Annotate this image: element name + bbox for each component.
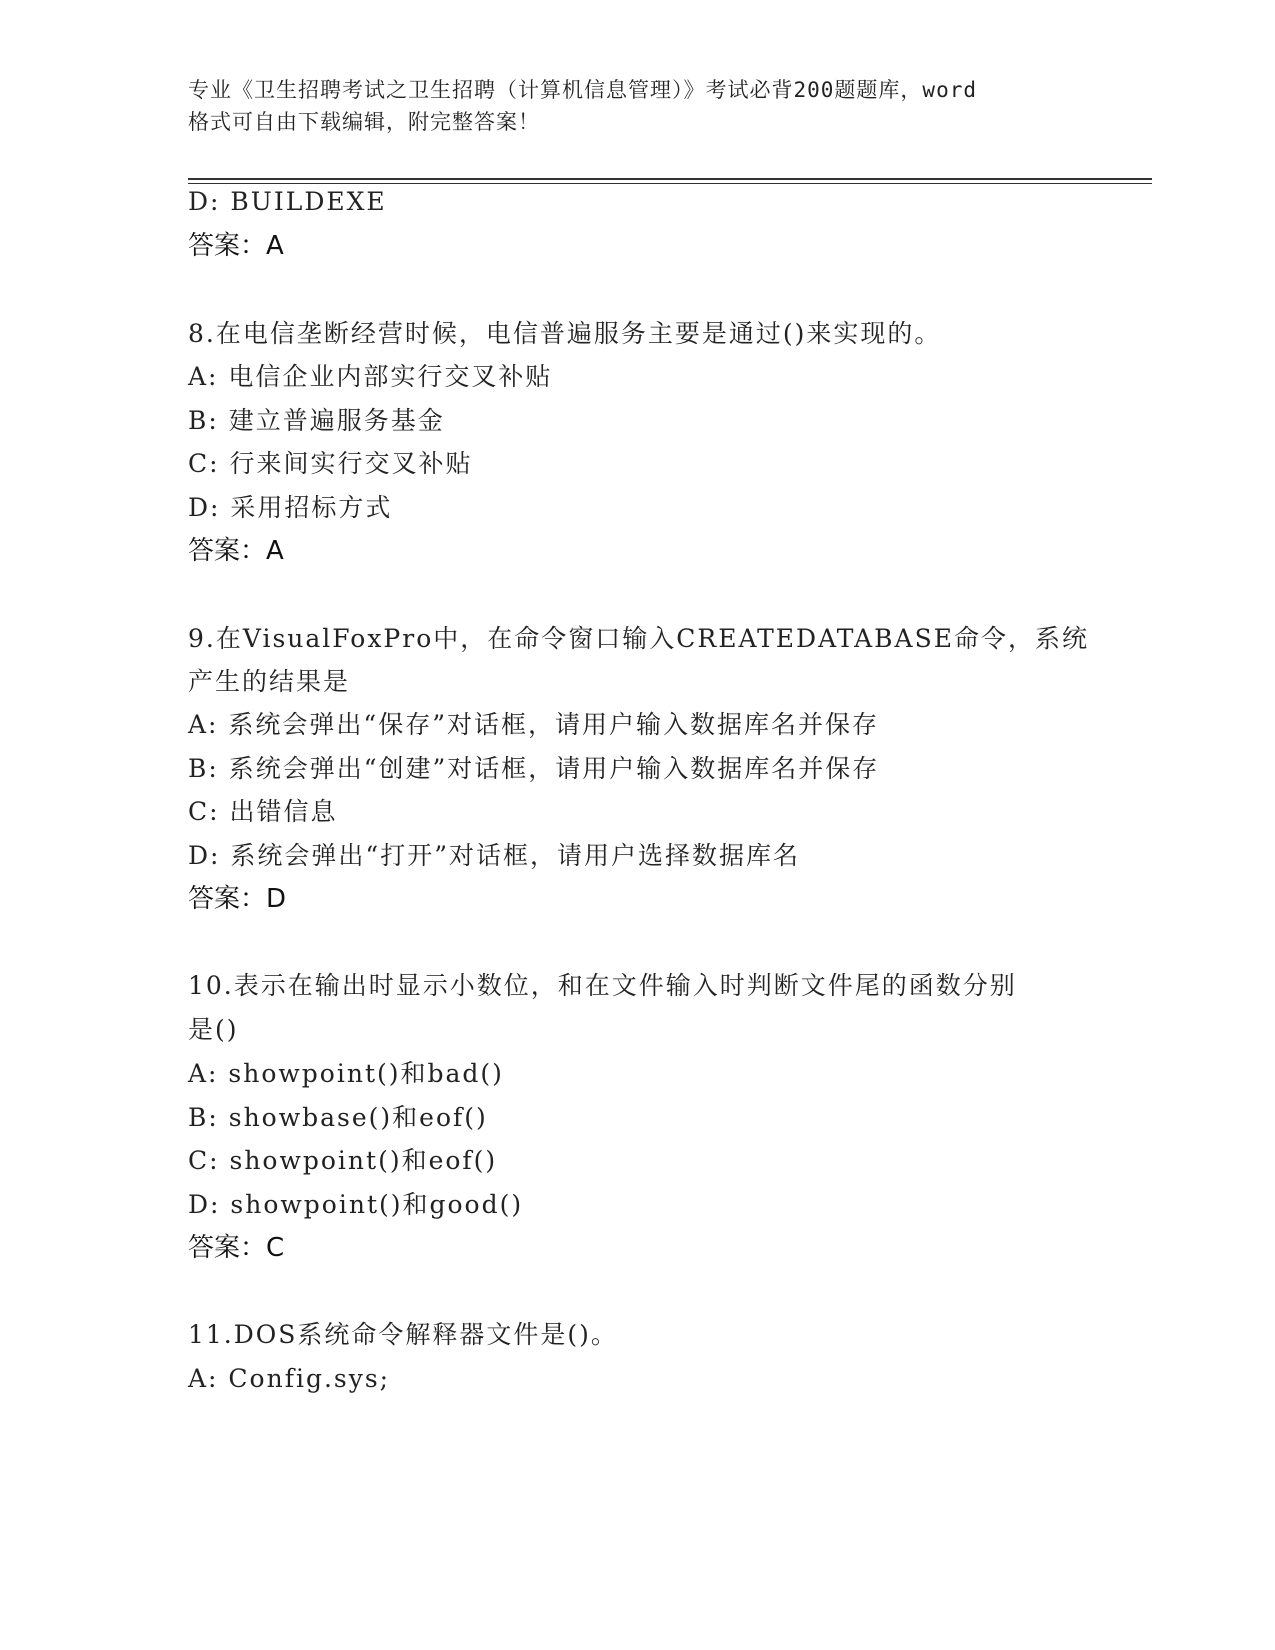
q10-answer: 答案：C [188,1233,285,1263]
q11-option-a: A: Config.sys; [188,1364,391,1393]
q9-stem-line-2: 产生的结果是 [188,667,351,696]
prev-answer: 答案：A [188,231,284,261]
q8-stem: 8.在电信垄断经营时候，电信普遍服务主要是通过()来实现的。 [188,319,942,348]
q10-option-c: C: showpoint()和eof() [188,1146,498,1175]
header-line-1: 专业《卫生招聘考试之卫生招聘（计算机信息管理）》考试必背200题题库，word [188,78,977,102]
q10-option-d: D: showpoint()和good() [188,1190,524,1219]
q9-option-a: A: 系统会弹出“保存”对话框，请用户输入数据库名并保存 [188,710,879,739]
q8-option-b: B: 建立普遍服务基金 [188,406,445,435]
q9-answer: 答案：D [188,884,287,914]
q8-option-d: D: 采用招标方式 [188,493,393,522]
q9-stem-line-1: 9.在VisualFoxPro中，在命令窗口输入CREATEDATABASE命令，系统 [188,624,1089,653]
q8-option-a: A: 电信企业内部实行交叉补贴 [188,362,553,391]
header-divider-thick [188,178,1152,180]
q10-option-a: A: showpoint()和bad() [188,1059,504,1088]
q9-option-b: B: 系统会弹出“创建”对话框，请用户输入数据库名并保存 [188,754,880,783]
q11-stem: 11.DOS系统命令解释器文件是()。 [188,1320,618,1349]
q8-answer: 答案：A [188,536,284,566]
q10-option-b: B: showbase()和eof() [188,1103,488,1132]
q9-option-d: D: 系统会弹出“打开”对话框，请用户选择数据库名 [188,841,800,870]
header-line-2: 格式可自由下载编辑，附完整答案！ [188,110,540,134]
header-divider-thin [188,183,1152,184]
q10-stem-line-2: 是() [188,1015,239,1044]
q8-option-c: C: 行来间实行交叉补贴 [188,449,473,478]
q9-option-c: C: 出错信息 [188,797,338,826]
prev-option-d: D: BUILDEXE [188,187,387,216]
q10-stem-line-1: 10.表示在输出时显示小数位，和在文件输入时判断文件尾的函数分别 [188,971,1017,1000]
document-header [188,74,1088,138]
